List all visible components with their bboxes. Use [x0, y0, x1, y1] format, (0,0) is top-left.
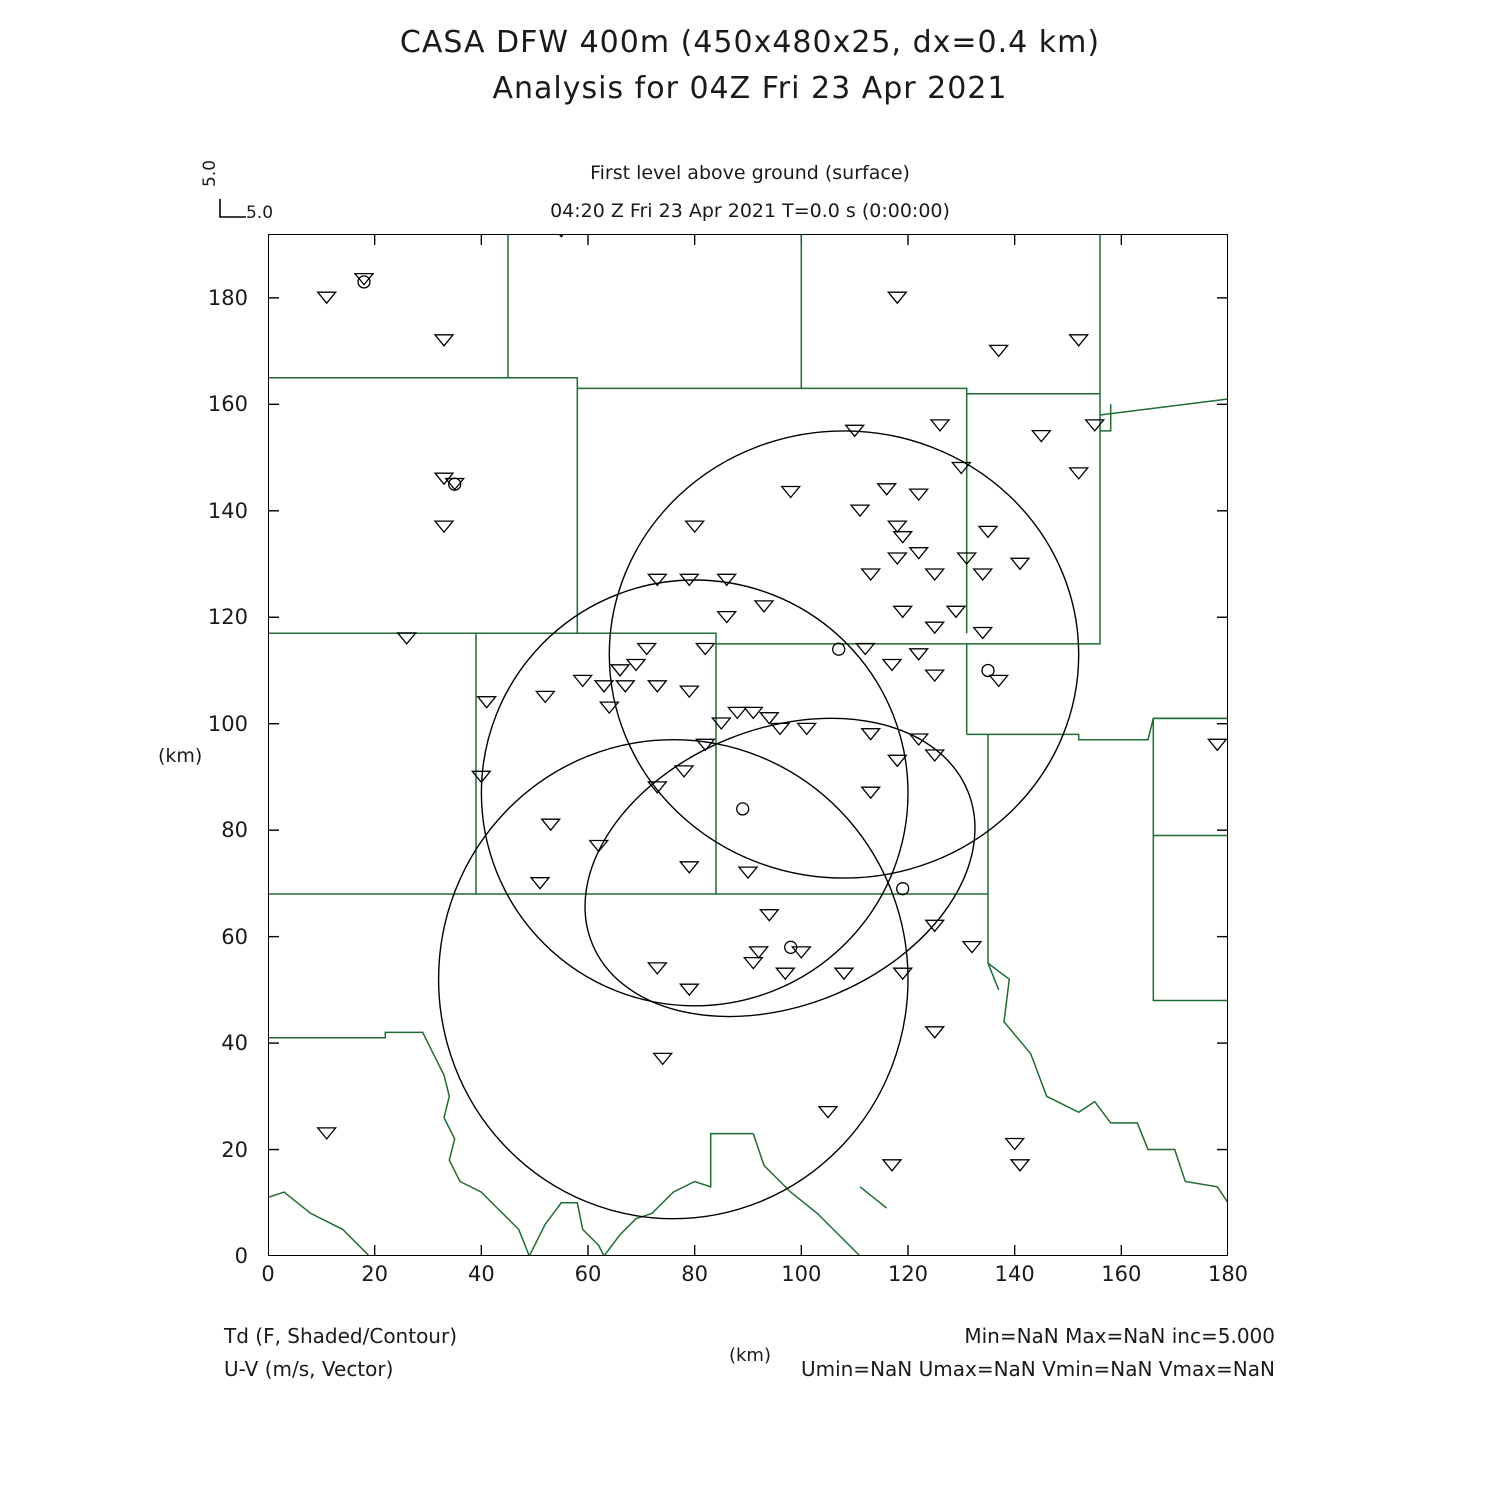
x-tick-label: 40 — [467, 1262, 495, 1286]
x-tick-label: 60 — [574, 1262, 602, 1286]
x-axis-labels — [261, 1262, 1249, 1292]
x-tick-label: 0 — [261, 1262, 275, 1286]
footer-field-line-2: U-V (m/s, Vector) — [224, 1357, 394, 1381]
y-tick-label: 80 — [221, 818, 248, 843]
y-tick-label: 0 — [234, 1244, 248, 1268]
x-tick-label: 20 — [361, 1262, 389, 1286]
x-tick-label: 120 — [887, 1262, 929, 1286]
y-axis-unit: (km) — [158, 745, 203, 767]
y-tick-label: 60 — [221, 924, 248, 949]
x-tick-label: 140 — [994, 1262, 1035, 1286]
y-tick-label: 140 — [207, 498, 248, 523]
title-line-1: CASA DFW 400m (450x480x25, dx=0.4 km) — [399, 25, 1101, 60]
level-label: First level above ground (surface) — [590, 162, 910, 184]
title-block — [0, 20, 1500, 112]
footer-left — [224, 1320, 457, 1386]
x-tick-label: 80 — [681, 1262, 709, 1286]
footer-stats-line-2: Umin=NaN Umax=NaN Vmin=NaN Vmax=NaN — [800, 1357, 1275, 1381]
timestamp-label: 04:20 Z Fri 23 Apr 2021 T=0.0 s (0:00:00) — [550, 200, 950, 222]
x-tick-label: 180 — [1207, 1262, 1249, 1286]
y-tick-label: 40 — [221, 1031, 248, 1056]
footer-field-line-1: Td (F, Shaded/Contour) — [224, 1324, 458, 1348]
title-line-2: Analysis for 04Z Fri 23 Apr 2021 — [492, 71, 1008, 106]
y-tick-label: 100 — [207, 711, 248, 736]
vector-ref-right-label: 5.0 — [246, 203, 274, 223]
y-tick-label: 20 — [221, 1137, 248, 1162]
y-tick-label: 180 — [207, 285, 248, 310]
footer-right — [801, 1320, 1275, 1386]
plot-frame — [268, 234, 1228, 1256]
x-tick-label: 100 — [781, 1262, 822, 1286]
footer-stats-line-1: Min=NaN Max=NaN inc=5.000 — [964, 1324, 1275, 1348]
y-tick-label: 120 — [207, 605, 248, 630]
plot-area — [268, 234, 1228, 1256]
vector-ref-left-label: 5.0 — [200, 159, 220, 187]
y-tick-label: 160 — [207, 392, 248, 417]
x-axis-unit: (km) — [728, 1345, 771, 1366]
x-tick-label: 160 — [1101, 1262, 1142, 1286]
